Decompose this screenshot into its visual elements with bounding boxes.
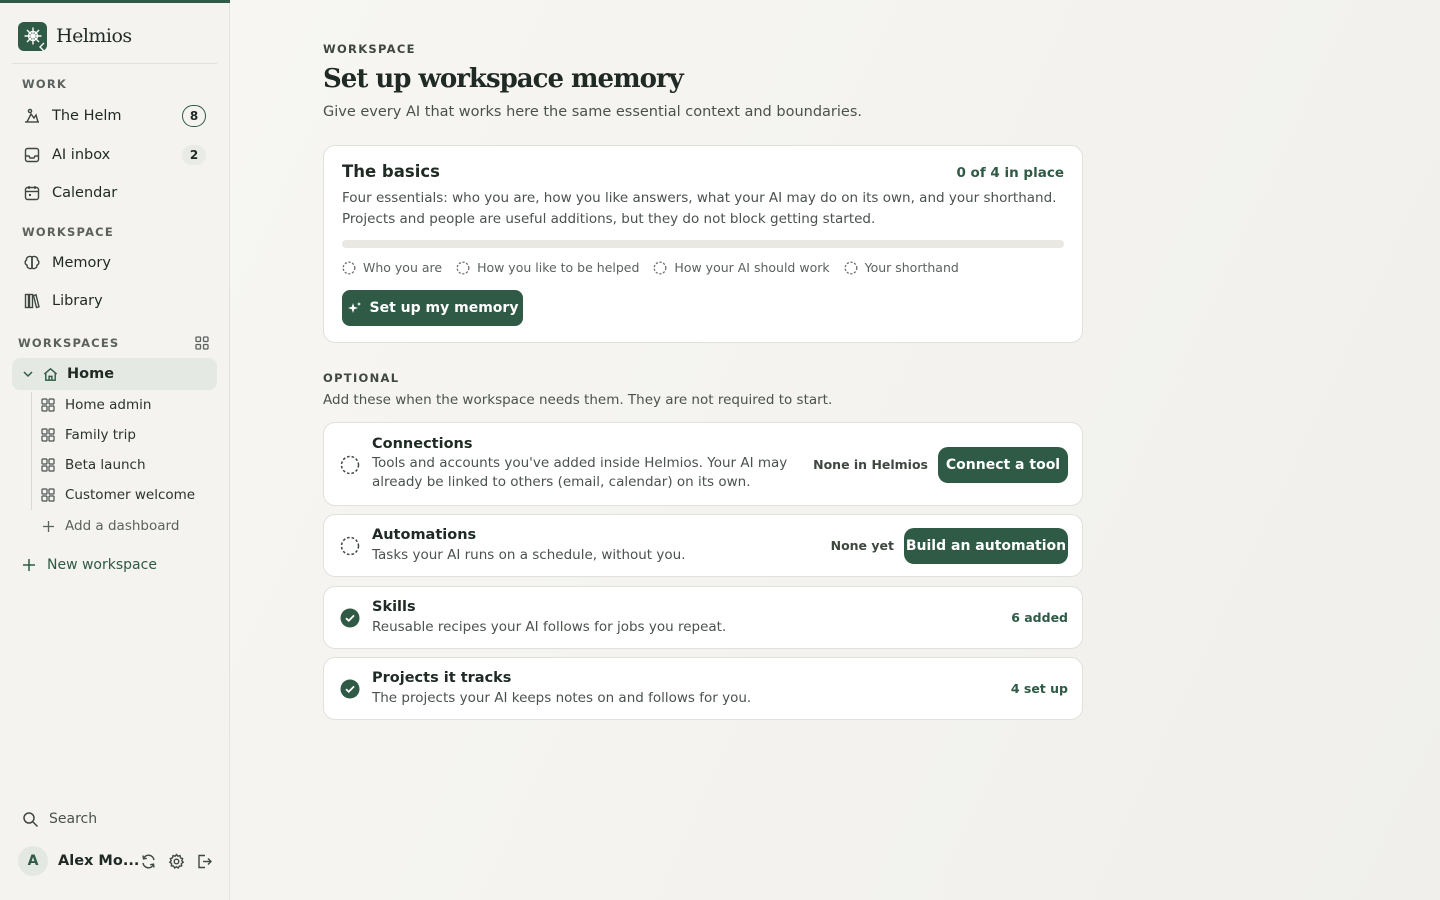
dashboard-label: Family trip <box>65 427 136 443</box>
helm-logo-icon <box>18 22 47 51</box>
add-dashboard-button[interactable] <box>42 514 179 538</box>
sidebar-item-memory[interactable] <box>12 246 217 280</box>
add-dashboard-label: Add a dashboard <box>65 518 180 534</box>
count-badge: 2 <box>182 145 206 165</box>
tree-guide <box>31 392 32 510</box>
dashboard-item[interactable] <box>40 483 195 507</box>
library-icon <box>23 292 41 310</box>
sidebar-item-library[interactable] <box>12 284 217 318</box>
brand-name: Helmios <box>56 25 132 47</box>
check-circle-icon <box>340 679 360 699</box>
inbox-icon <box>23 146 41 164</box>
skills-card <box>323 586 1083 649</box>
pending-circle-icon <box>342 261 356 275</box>
page-eyebrow: WORKSPACE <box>323 42 416 56</box>
plus-icon <box>22 558 36 572</box>
sidebar-item-calendar[interactable] <box>12 176 217 210</box>
projects-card <box>323 657 1083 720</box>
count-badge: 8 <box>182 105 206 127</box>
section-label-work: WORK <box>22 77 68 91</box>
brain-icon <box>23 254 41 272</box>
gear-icon[interactable] <box>166 851 186 871</box>
automations-description: Tasks your AI runs on a schedule, without you. <box>372 547 686 563</box>
automations-title: Automations <box>372 527 477 543</box>
connections-card <box>323 422 1083 506</box>
plus-icon <box>42 520 55 533</box>
dashboard-item[interactable] <box>40 423 136 447</box>
basics-description: Four essentials: who you are, how you like answers, what your AI may do on its own, and your shorthand. Projects and people are useful additions, but they do not block getting started. <box>342 190 1057 227</box>
basics-step-label: Your shorthand <box>864 260 959 275</box>
projects-status: 4 set up <box>1010 681 1068 696</box>
sidebar-item-label: Calendar <box>52 185 118 201</box>
skills-status: 6 added <box>1011 610 1068 625</box>
automations-card <box>323 514 1083 577</box>
new-workspace-button[interactable] <box>22 553 157 577</box>
sidebar-item-label: Library <box>52 293 103 309</box>
search-label: Search <box>49 811 98 827</box>
automations-status: None yet <box>830 538 894 553</box>
dashboard-label: Beta launch <box>65 457 146 473</box>
basics-step-label: How you like to be helped <box>477 260 640 275</box>
basics-card <box>323 145 1083 343</box>
helm-icon <box>23 107 41 125</box>
set-up-memory-label: Set up my memory <box>369 300 519 316</box>
calendar-icon <box>23 184 41 202</box>
basics-step-label: How your AI should work <box>674 260 830 275</box>
home-icon <box>42 366 59 383</box>
user-name[interactable]: Alex Mo... <box>58 853 140 869</box>
dashboard-icon <box>40 487 56 503</box>
avatar[interactable]: A <box>18 846 48 876</box>
check-circle-icon <box>340 608 360 628</box>
dashboard-icon <box>40 397 56 413</box>
page-title: Set up workspace memory <box>323 64 683 94</box>
build-automation-button[interactable]: Build an automation <box>904 528 1068 564</box>
workspace-home-label: Home <box>67 366 115 382</box>
basics-title: The basics <box>342 162 440 181</box>
grid-icon[interactable] <box>194 335 210 351</box>
main-content <box>231 0 1440 900</box>
sparkle-icon <box>347 301 362 316</box>
basics-step <box>653 260 829 275</box>
sidebar-accent-bar <box>0 0 230 3</box>
dashboard-label: Customer welcome <box>65 487 196 503</box>
basics-steps <box>342 260 959 275</box>
connect-tool-button[interactable]: Connect a tool <box>938 447 1068 483</box>
sidebar-item-the-helm[interactable] <box>12 99 217 133</box>
optional-eyebrow: OPTIONAL <box>323 371 400 385</box>
pending-circle-icon <box>340 455 360 475</box>
sidebar-item-ai-inbox[interactable] <box>12 138 217 172</box>
dashboard-label: Home admin <box>65 397 152 413</box>
basics-progress-count: 0 of 4 in place <box>956 165 1064 181</box>
divider <box>12 63 217 64</box>
basics-step <box>342 260 442 275</box>
search-icon <box>22 811 39 828</box>
basics-step-label: Who you are <box>363 260 443 275</box>
workspace-home[interactable] <box>12 358 217 390</box>
optional-subtitle: Add these when the workspace needs them. They are not required to start. <box>323 392 833 408</box>
set-up-memory-button[interactable] <box>342 290 523 326</box>
sidebar-item-label: AI inbox <box>52 147 111 163</box>
page-subtitle: Give every AI that works here the same essential context and boundaries. <box>323 104 862 120</box>
search-button[interactable] <box>22 807 97 831</box>
sidebar <box>0 0 230 900</box>
refresh-icon[interactable] <box>138 851 158 871</box>
projects-description: The projects your AI keeps notes on and follows for you. <box>372 690 752 706</box>
chevron-down-icon[interactable] <box>22 368 34 380</box>
brand[interactable] <box>18 21 132 51</box>
sidebar-item-label: Memory <box>52 255 111 271</box>
sign-out-icon[interactable] <box>194 851 214 871</box>
connections-status: None in Helmios <box>813 457 928 472</box>
dashboard-item[interactable] <box>40 393 151 417</box>
connections-description: Tools and accounts you've added inside Helmios. Your AI may already be linked to others (email, calendar) on its own. <box>372 455 788 490</box>
pending-circle-icon <box>340 536 360 556</box>
section-label-workspaces: WORKSPACES <box>18 336 120 350</box>
basics-step <box>456 260 639 275</box>
sidebar-item-label: The Helm <box>52 108 122 124</box>
projects-title: Projects it tracks <box>372 670 512 686</box>
dashboard-icon <box>40 457 56 473</box>
dashboard-icon <box>40 427 56 443</box>
new-workspace-label: New workspace <box>47 557 157 573</box>
user-row <box>18 845 218 877</box>
dashboard-item[interactable] <box>40 453 146 477</box>
pending-circle-icon <box>844 261 858 275</box>
basics-step <box>844 260 959 275</box>
section-label-workspace: WORKSPACE <box>22 225 114 239</box>
basics-progress-bar <box>342 240 1064 248</box>
skills-description: Reusable recipes your AI follows for jobs you repeat. <box>372 619 727 635</box>
connections-title: Connections <box>372 436 473 452</box>
pending-circle-icon <box>456 261 470 275</box>
skills-title: Skills <box>372 599 416 615</box>
pending-circle-icon <box>653 261 667 275</box>
